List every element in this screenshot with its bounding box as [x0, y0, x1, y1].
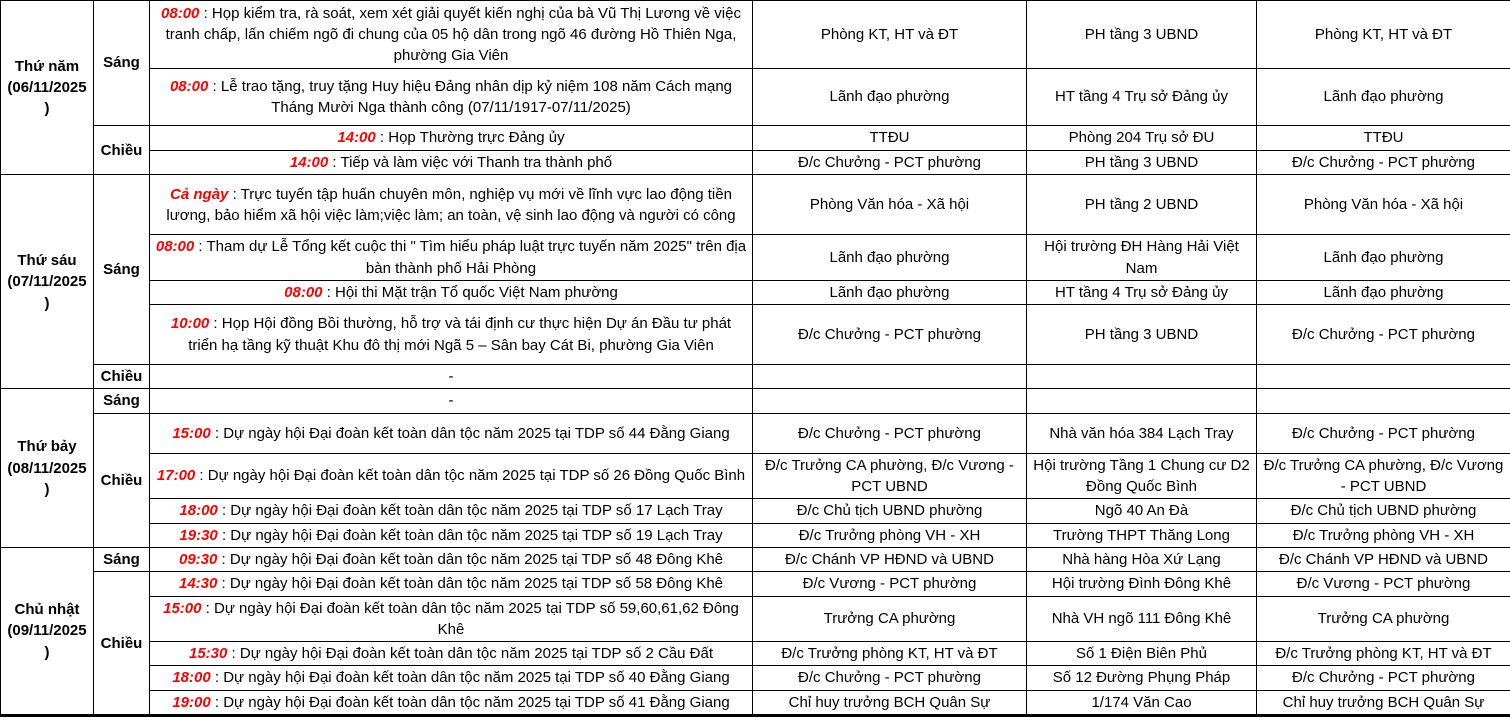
assignee-cell: Lãnh đạo phường	[753, 235, 1027, 281]
schedule-row	[1, 389, 1510, 413]
location-cell: PH tầng 3 UBND	[1027, 1, 1257, 69]
event-cell: 14:00 : Tiếp và làm việc với Thanh tra thành phố	[150, 151, 753, 175]
schedule-row	[1, 413, 1510, 453]
event-description: Dự ngày hội Đại đoàn kết toàn dân tộc năm 2025 tại TDP số 58 Đông Khê	[230, 575, 723, 592]
schedule-row	[1, 523, 1510, 547]
attendee-cell	[1257, 365, 1510, 389]
day-label: Thứ sáu	[6, 250, 88, 271]
assignee-cell: Đ/c Trưởng CA phường, Đ/c Vương - PCT UBND	[753, 453, 1027, 499]
schedule-row	[1, 642, 1510, 666]
event-time: 19:00	[172, 694, 210, 711]
event-cell: 14:00 : Họp Thường trực Đảng ủy	[150, 126, 753, 151]
assignee-cell: Đ/c Chánh VP HĐND và UBND	[753, 547, 1027, 571]
assignee-cell	[753, 389, 1027, 413]
assignee-cell: Lãnh đạo phường	[753, 69, 1027, 126]
event-cell: 08:00 : Lễ trao tặng, truy tặng Huy hiệu Đảng nhân dịp kỷ niệm 108 năm Cách mạng Tháng Mười Nga thành công (07/11/1917-07/11/2025)	[150, 69, 753, 126]
schedule-row	[1, 235, 1510, 281]
day-label: Thứ năm	[6, 56, 88, 77]
day-label: Thứ bảy	[6, 436, 88, 457]
session-cell: Chiều	[94, 572, 150, 716]
day-cell	[1, 547, 94, 715]
event-time: 15:00	[172, 425, 210, 442]
location-cell: Hội trường Đình Đông Khê	[1027, 572, 1257, 596]
assignee-cell: Đ/c Trưởng phòng KT, HT và ĐT	[753, 642, 1027, 666]
schedule-row	[1, 499, 1510, 523]
session-cell: Sáng	[94, 547, 150, 571]
assignee-cell: Phòng Văn hóa - Xã hội	[753, 175, 1027, 235]
attendee-cell: Đ/c Trưởng CA phường, Đ/c Vương - PCT UBND	[1257, 453, 1510, 499]
event-cell: Cả ngày : Trực tuyến tập huấn chuyên môn, nghiệp vụ mới về lĩnh vực lao động tiền lương, bảo hiểm xã hội việc làm;việc làm; an toàn, vệ sinh lao động và người có công	[150, 175, 753, 235]
event-description: Dự ngày hội Đại đoàn kết toàn dân tộc năm 2025 tại TDP số 19 Lạch Tray	[230, 527, 722, 544]
event-cell: 18:00 : Dự ngày hội Đại đoàn kết toàn dân tộc năm 2025 tại TDP số 17 Lạch Tray	[150, 499, 753, 523]
location-cell: Hội trường Tầng 1 Chung cư D2 Đồng Quốc Bình	[1027, 453, 1257, 499]
event-cell: 17:00 : Dự ngày hội Đại đoàn kết toàn dân tộc năm 2025 tại TDP số 26 Đồng Quốc Bình	[150, 453, 753, 499]
schedule-row	[1, 547, 1510, 571]
attendee-cell: Phòng Văn hóa - Xã hội	[1257, 175, 1510, 235]
day-date: (07/11/2025)	[6, 271, 88, 314]
day-label: Chủ nhật	[6, 599, 88, 620]
assignee-cell: Phòng KT, HT và ĐT	[753, 1, 1027, 69]
schedule-row	[1, 365, 1510, 389]
assignee-cell: Đ/c Chủ tịch UBND phường	[753, 499, 1027, 523]
session-cell: Chiều	[94, 126, 150, 175]
day-cell	[1, 1, 94, 175]
attendee-cell: Phòng KT, HT và ĐT	[1257, 1, 1510, 69]
attendee-cell: Đ/c Trưởng phòng KT, HT và ĐT	[1257, 642, 1510, 666]
event-time: 15:00	[163, 600, 201, 617]
event-cell: 15:30 : Dự ngày hội Đại đoàn kết toàn dân tộc năm 2025 tại TDP số 2 Cầu Đất	[150, 642, 753, 666]
event-description: Dự ngày hội Đại đoàn kết toàn dân tộc năm 2025 tại TDP số 40 Đằng Giang	[223, 669, 729, 686]
attendee-cell: Đ/c Trưởng phòng VH - XH	[1257, 523, 1510, 547]
attendee-cell: Lãnh đạo phường	[1257, 235, 1510, 281]
location-cell	[1027, 365, 1257, 389]
event-description: Dự ngày hội Đại đoàn kết toàn dân tộc năm 2025 tại TDP số 59,60,61,62 Đông Khê	[214, 600, 739, 638]
event-time: 19:30	[179, 527, 217, 544]
assignee-cell: Đ/c Chưởng - PCT phường	[753, 305, 1027, 365]
attendee-cell: Đ/c Chánh VP HĐND và UBND	[1257, 547, 1510, 571]
event-description: Lễ trao tặng, truy tặng Huy hiệu Đảng nhân dịp kỷ niệm 108 năm Cách mạng Tháng Mười Nga thành công (07/11/1917-07/11/2025)	[221, 78, 732, 116]
schedule-row	[1, 175, 1510, 235]
attendee-cell: Đ/c Chưởng - PCT phường	[1257, 666, 1510, 690]
attendee-cell	[1257, 389, 1510, 413]
event-time: 09:30	[179, 551, 217, 568]
event-description: Tiếp và làm việc với Thanh tra thành phố	[340, 154, 612, 171]
attendee-cell: Đ/c Vương - PCT phường	[1257, 572, 1510, 596]
event-cell: 08:00 : Họp kiểm tra, rà soát, xem xét giải quyết kiến nghị của bà Vũ Thị Lương về việc tranh chấp, lấn chiếm ngõ đi chung của 05 hộ dân trong ngõ 46 đường Hồ Thiên Nga, phường Gia Viên	[150, 1, 753, 69]
schedule-row	[1, 126, 1510, 151]
event-description: Dự ngày hội Đại đoàn kết toàn dân tộc năm 2025 tại TDP số 2 Cầu Đất	[240, 645, 713, 662]
event-time: 10:00	[171, 315, 209, 332]
event-description: Họp Hội đồng Bồi thường, hỗ trợ và tái định cư thực hiện Dự án Đầu tư phát triển hạ tầng kỹ thuật Khu đô thị mới Ngã 5 – Sân bay Cát Bi, phường Gia Viên	[188, 315, 731, 353]
location-cell: PH tầng 3 UBND	[1027, 151, 1257, 175]
attendee-cell: Lãnh đạo phường	[1257, 280, 1510, 304]
event-cell: 08:00 : Tham dự Lễ Tổng kết cuộc thi " Tìm hiểu pháp luật trực tuyến năm 2025" trên địa bàn thành phố Hải Phòng	[150, 235, 753, 281]
day-cell	[1, 175, 94, 389]
event-description: Dự ngày hội Đại đoàn kết toàn dân tộc năm 2025 tại TDP số 48 Đông Khê	[230, 551, 723, 568]
event-time: 18:00	[179, 502, 217, 519]
assignee-cell: Trưởng CA phường	[753, 596, 1027, 642]
event-time: 08:00	[170, 78, 208, 95]
location-cell: Nhà VH ngõ 111 Đông Khê	[1027, 596, 1257, 642]
assignee-cell	[753, 365, 1027, 389]
location-cell: Hội trường ĐH Hàng Hải Việt Nam	[1027, 235, 1257, 281]
event-cell: 18:00 : Dự ngày hội Đại đoàn kết toàn dân tộc năm 2025 tại TDP số 40 Đằng Giang	[150, 666, 753, 690]
event-description: Họp Thường trực Đảng ủy	[388, 129, 564, 146]
event-cell: -	[150, 365, 753, 389]
location-cell: 1/174 Văn Cao	[1027, 690, 1257, 715]
event-time: 08:00	[284, 284, 322, 301]
location-cell	[1027, 389, 1257, 413]
schedule-row	[1, 453, 1510, 499]
session-cell: Chiều	[94, 365, 150, 389]
event-time: 08:00	[161, 5, 199, 22]
event-time: Cả ngày	[170, 186, 228, 203]
assignee-cell: TTĐU	[753, 126, 1027, 151]
event-cell: 14:30 : Dự ngày hội Đại đoàn kết toàn dân tộc năm 2025 tại TDP số 58 Đông Khê	[150, 572, 753, 596]
location-cell: HT tầng 4 Trụ sở Đảng ủy	[1027, 280, 1257, 304]
event-description: Dự ngày hội Đại đoàn kết toàn dân tộc năm 2025 tại TDP số 44 Đằng Giang	[223, 425, 729, 442]
schedule-row	[1, 280, 1510, 304]
schedule-row	[1, 305, 1510, 365]
day-date: (09/11/2025)	[6, 620, 88, 663]
day-cell	[1, 389, 94, 547]
location-cell: Số 1 Điện Biên Phủ	[1027, 642, 1257, 666]
event-time: 14:00	[290, 154, 328, 171]
attendee-cell: Đ/c Chưởng - PCT phường	[1257, 151, 1510, 175]
attendee-cell: Đ/c Chưởng - PCT phường	[1257, 413, 1510, 453]
day-date: (08/11/2025)	[6, 458, 88, 501]
event-time: 18:00	[172, 669, 210, 686]
schedule-row	[1, 690, 1510, 715]
location-cell: Phòng 204 Trụ sở ĐU	[1027, 126, 1257, 151]
session-cell: Chiều	[94, 413, 150, 547]
location-cell: PH tầng 2 UBND	[1027, 175, 1257, 235]
session-cell: Sáng	[94, 389, 150, 413]
assignee-cell: Đ/c Vương - PCT phường	[753, 572, 1027, 596]
schedule-row	[1, 69, 1510, 126]
assignee-cell: Đ/c Trưởng phòng VH - XH	[753, 523, 1027, 547]
event-cell: 10:00 : Họp Hội đồng Bồi thường, hỗ trợ và tái định cư thực hiện Dự án Đầu tư phát triển hạ tầng kỹ thuật Khu đô thị mới Ngã 5 – Sân bay Cát Bi, phường Gia Viên	[150, 305, 753, 365]
event-cell: 19:30 : Dự ngày hội Đại đoàn kết toàn dân tộc năm 2025 tại TDP số 19 Lạch Tray	[150, 523, 753, 547]
location-cell: PH tầng 3 UBND	[1027, 305, 1257, 365]
event-time: 14:00	[337, 129, 375, 146]
location-cell: HT tầng 4 Trụ sở Đảng ủy	[1027, 69, 1257, 126]
location-cell: Trường THPT Thăng Long	[1027, 523, 1257, 547]
event-cell: -	[150, 389, 753, 413]
event-description: Tham dự Lễ Tổng kết cuộc thi " Tìm hiểu pháp luật trực tuyến năm 2025" trên địa bàn thành phố Hải Phòng	[206, 238, 746, 276]
schedule-row	[1, 596, 1510, 642]
event-time: 15:30	[189, 645, 227, 662]
assignee-cell: Đ/c Chưởng - PCT phường	[753, 151, 1027, 175]
schedule-table-body	[1, 1, 1510, 716]
event-cell: 15:00 : Dự ngày hội Đại đoàn kết toàn dân tộc năm 2025 tại TDP số 59,60,61,62 Đông Khê	[150, 596, 753, 642]
schedule-row	[1, 151, 1510, 175]
location-cell: Số 12 Đường Phụng Pháp	[1027, 666, 1257, 690]
event-description: Hội thi Mặt trận Tổ quốc Việt Nam phường	[335, 284, 618, 301]
attendee-cell: Lãnh đạo phường	[1257, 69, 1510, 126]
event-time: 08:00	[156, 238, 194, 255]
assignee-cell: Đ/c Chưởng - PCT phường	[753, 413, 1027, 453]
session-cell: Sáng	[94, 1, 150, 126]
day-date: (06/11/2025)	[6, 77, 88, 120]
event-time: 14:30	[179, 575, 217, 592]
attendee-cell: Chỉ huy trưởng BCH Quân Sự	[1257, 690, 1510, 715]
attendee-cell: Đ/c Chủ tịch UBND phường	[1257, 499, 1510, 523]
event-description: Trực tuyến tập huấn chuyên môn, nghiệp vụ mới về lĩnh vực lao động tiền lương, bảo hiểm xã hội việc làm;việc làm; an toàn, vệ sinh lao động và người có công	[166, 186, 735, 224]
schedule-row	[1, 572, 1510, 596]
event-description: Dự ngày hội Đại đoàn kết toàn dân tộc năm 2025 tại TDP số 41 Đằng Giang	[223, 694, 729, 711]
event-description: Dự ngày hội Đại đoàn kết toàn dân tộc năm 2025 tại TDP số 17 Lạch Tray	[230, 502, 722, 519]
event-cell: 08:00 : Hội thi Mặt trận Tổ quốc Việt Nam phường	[150, 280, 753, 304]
event-time: 17:00	[157, 467, 195, 484]
assignee-cell: Đ/c Chưởng - PCT phường	[753, 666, 1027, 690]
event-description: Họp kiểm tra, rà soát, xem xét giải quyết kiến nghị của bà Vũ Thị Lương về việc tranh chấp, lấn chiếm ngõ đi chung của 05 hộ dân trong ngõ 46 đường Hồ Thiên Nga, phường Gia Viên	[166, 5, 741, 65]
schedule-row	[1, 1, 1510, 69]
assignee-cell: Chỉ huy trưởng BCH Quân Sự	[753, 690, 1027, 715]
location-cell: Ngõ 40 An Đà	[1027, 499, 1257, 523]
location-cell: Nhà hàng Hòa Xứ Lạng	[1027, 547, 1257, 571]
assignee-cell: Lãnh đạo phường	[753, 280, 1027, 304]
schedule-row	[1, 666, 1510, 690]
location-cell: Nhà văn hóa 384 Lạch Tray	[1027, 413, 1257, 453]
event-cell: 19:00 : Dự ngày hội Đại đoàn kết toàn dân tộc năm 2025 tại TDP số 41 Đằng Giang	[150, 690, 753, 715]
session-cell: Sáng	[94, 175, 150, 365]
event-cell: 15:00 : Dự ngày hội Đại đoàn kết toàn dân tộc năm 2025 tại TDP số 44 Đằng Giang	[150, 413, 753, 453]
attendee-cell: Đ/c Chưởng - PCT phường	[1257, 305, 1510, 365]
attendee-cell: TTĐU	[1257, 126, 1510, 151]
attendee-cell: Trưởng CA phường	[1257, 596, 1510, 642]
event-cell: 09:30 : Dự ngày hội Đại đoàn kết toàn dân tộc năm 2025 tại TDP số 48 Đông Khê	[150, 547, 753, 571]
event-description: Dự ngày hội Đại đoàn kết toàn dân tộc năm 2025 tại TDP số 26 Đồng Quốc Bình	[208, 467, 745, 484]
